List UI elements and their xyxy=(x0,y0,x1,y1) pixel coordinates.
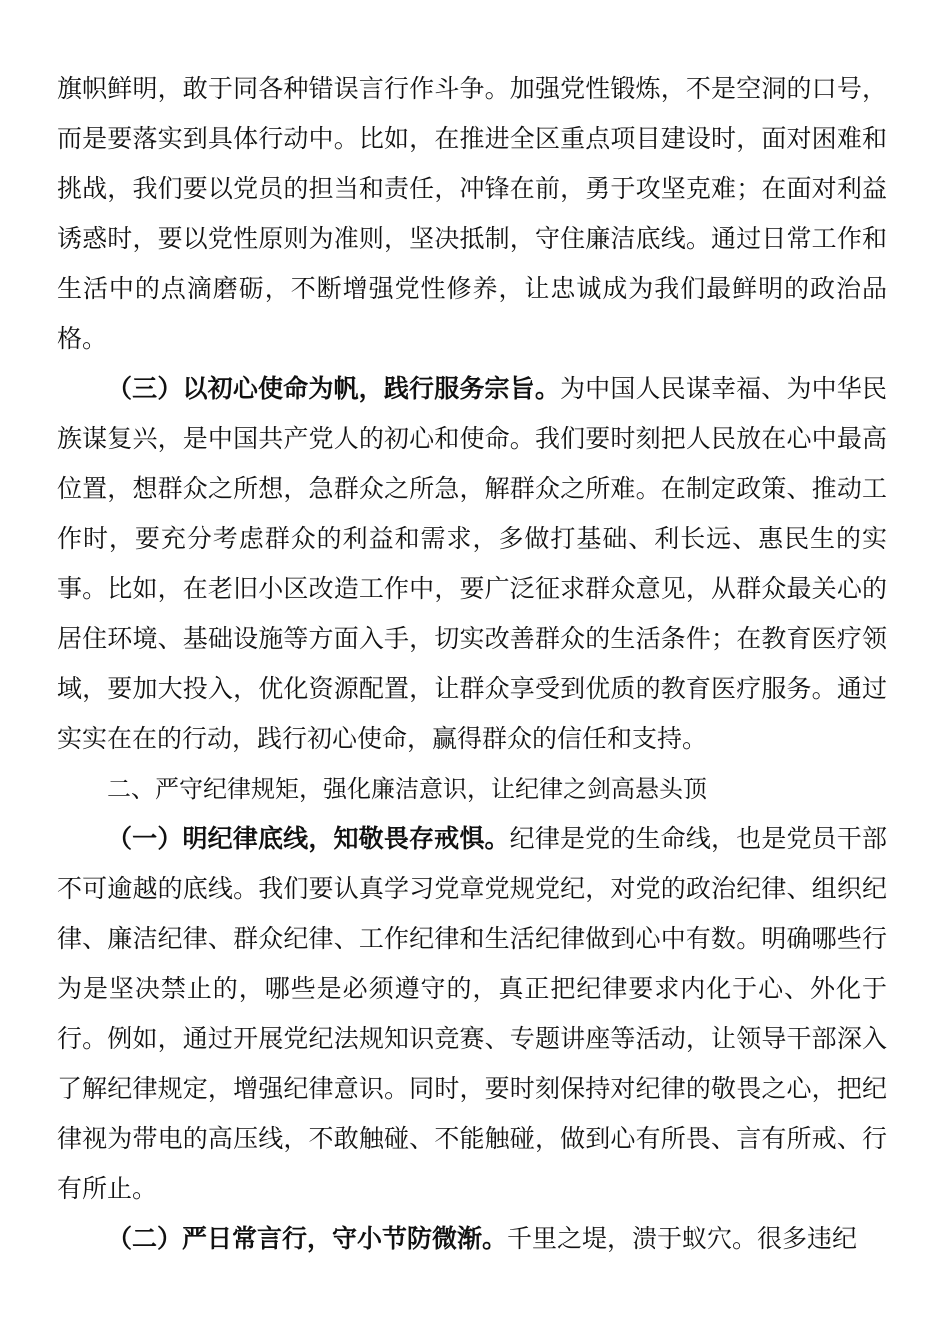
paragraph-lead-heading: （一）明纪律底线，知敬畏存戒惧。 xyxy=(107,824,510,853)
document-body xyxy=(57,64,887,1264)
paragraph-lead-heading: （二）严日常言行，守小节防微渐。 xyxy=(107,1224,508,1253)
paragraph-continuation xyxy=(57,64,887,364)
paragraph-text: 旗帜鲜明，敢于同各种错误言行作斗争。加强党性锻炼，不是空洞的口号，而是要落实到具体行动中。比如，在推进全区重点项目建设时，面对困难和挑战，我们要以党员的担当和责任，冲锋在前，勇于攻坚克难；在面对利益诱惑时，要以党性原则为准则，坚决抵制，守住廉洁底线。通过日常工作和生活中的点滴磨砺，不断增强党性修养，让忠诚成为我们最鲜明的政治品格。 xyxy=(57,74,887,353)
paragraph-subsection-2 xyxy=(57,1214,887,1264)
paragraph-text: 千里之堤，溃于蚁穴。很多违纪 xyxy=(507,1224,858,1253)
paragraph-subsection-1 xyxy=(57,814,887,1214)
paragraph-section-3 xyxy=(57,364,887,764)
paragraph-lead-heading: （三）以初心使命为帆，践行服务宗旨。 xyxy=(107,374,560,403)
paragraph-text: 为中国人民谋幸福、为中华民族谋复兴，是中国共产党人的初心和使命。我们要时刻把人民放在心中最高位置，想群众之所想，急群众之所急，解群众之所难。在制定政策、推动工作时，要充分考虑群众的利益和需求，多做打基础、利长远、惠民生的实事。比如，在老旧小区改造工作中，要广泛征求群众意见，从群众最关心的居住环境、基础设施等方面入手，切实改善群众的生活条件；在教育医疗领域，要加大投入，优化资源配置，让群众享受到优质的教育医疗服务。通过实实在在的行动，践行初心使命，赢得群众的信任和支持。 xyxy=(57,374,887,753)
paragraph-text: 纪律是党的生命线，也是党员干部不可逾越的底线。我们要认真学习党章党规党纪，对党的政治纪律、组织纪律、廉洁纪律、群众纪律、工作纪律和生活纪律做到心中有数。明确哪些行为是坚决禁止的，哪些是必须遵守的，真正把纪律要求内化于心、外化于行。例如，通过开展党纪法规知识竞赛、专题讲座等活动，让领导干部深入了解纪律规定，增强纪律意识。同时，要时刻保持对纪律的敬畏之心，把纪律视为带电的高压线，不敢触碰、不能触碰，做到心有所畏、言有所戒、行有所止。 xyxy=(57,824,887,1203)
section-heading-2: 二、严守纪律规矩，强化廉洁意识，让纪律之剑高悬头顶 xyxy=(107,775,707,803)
